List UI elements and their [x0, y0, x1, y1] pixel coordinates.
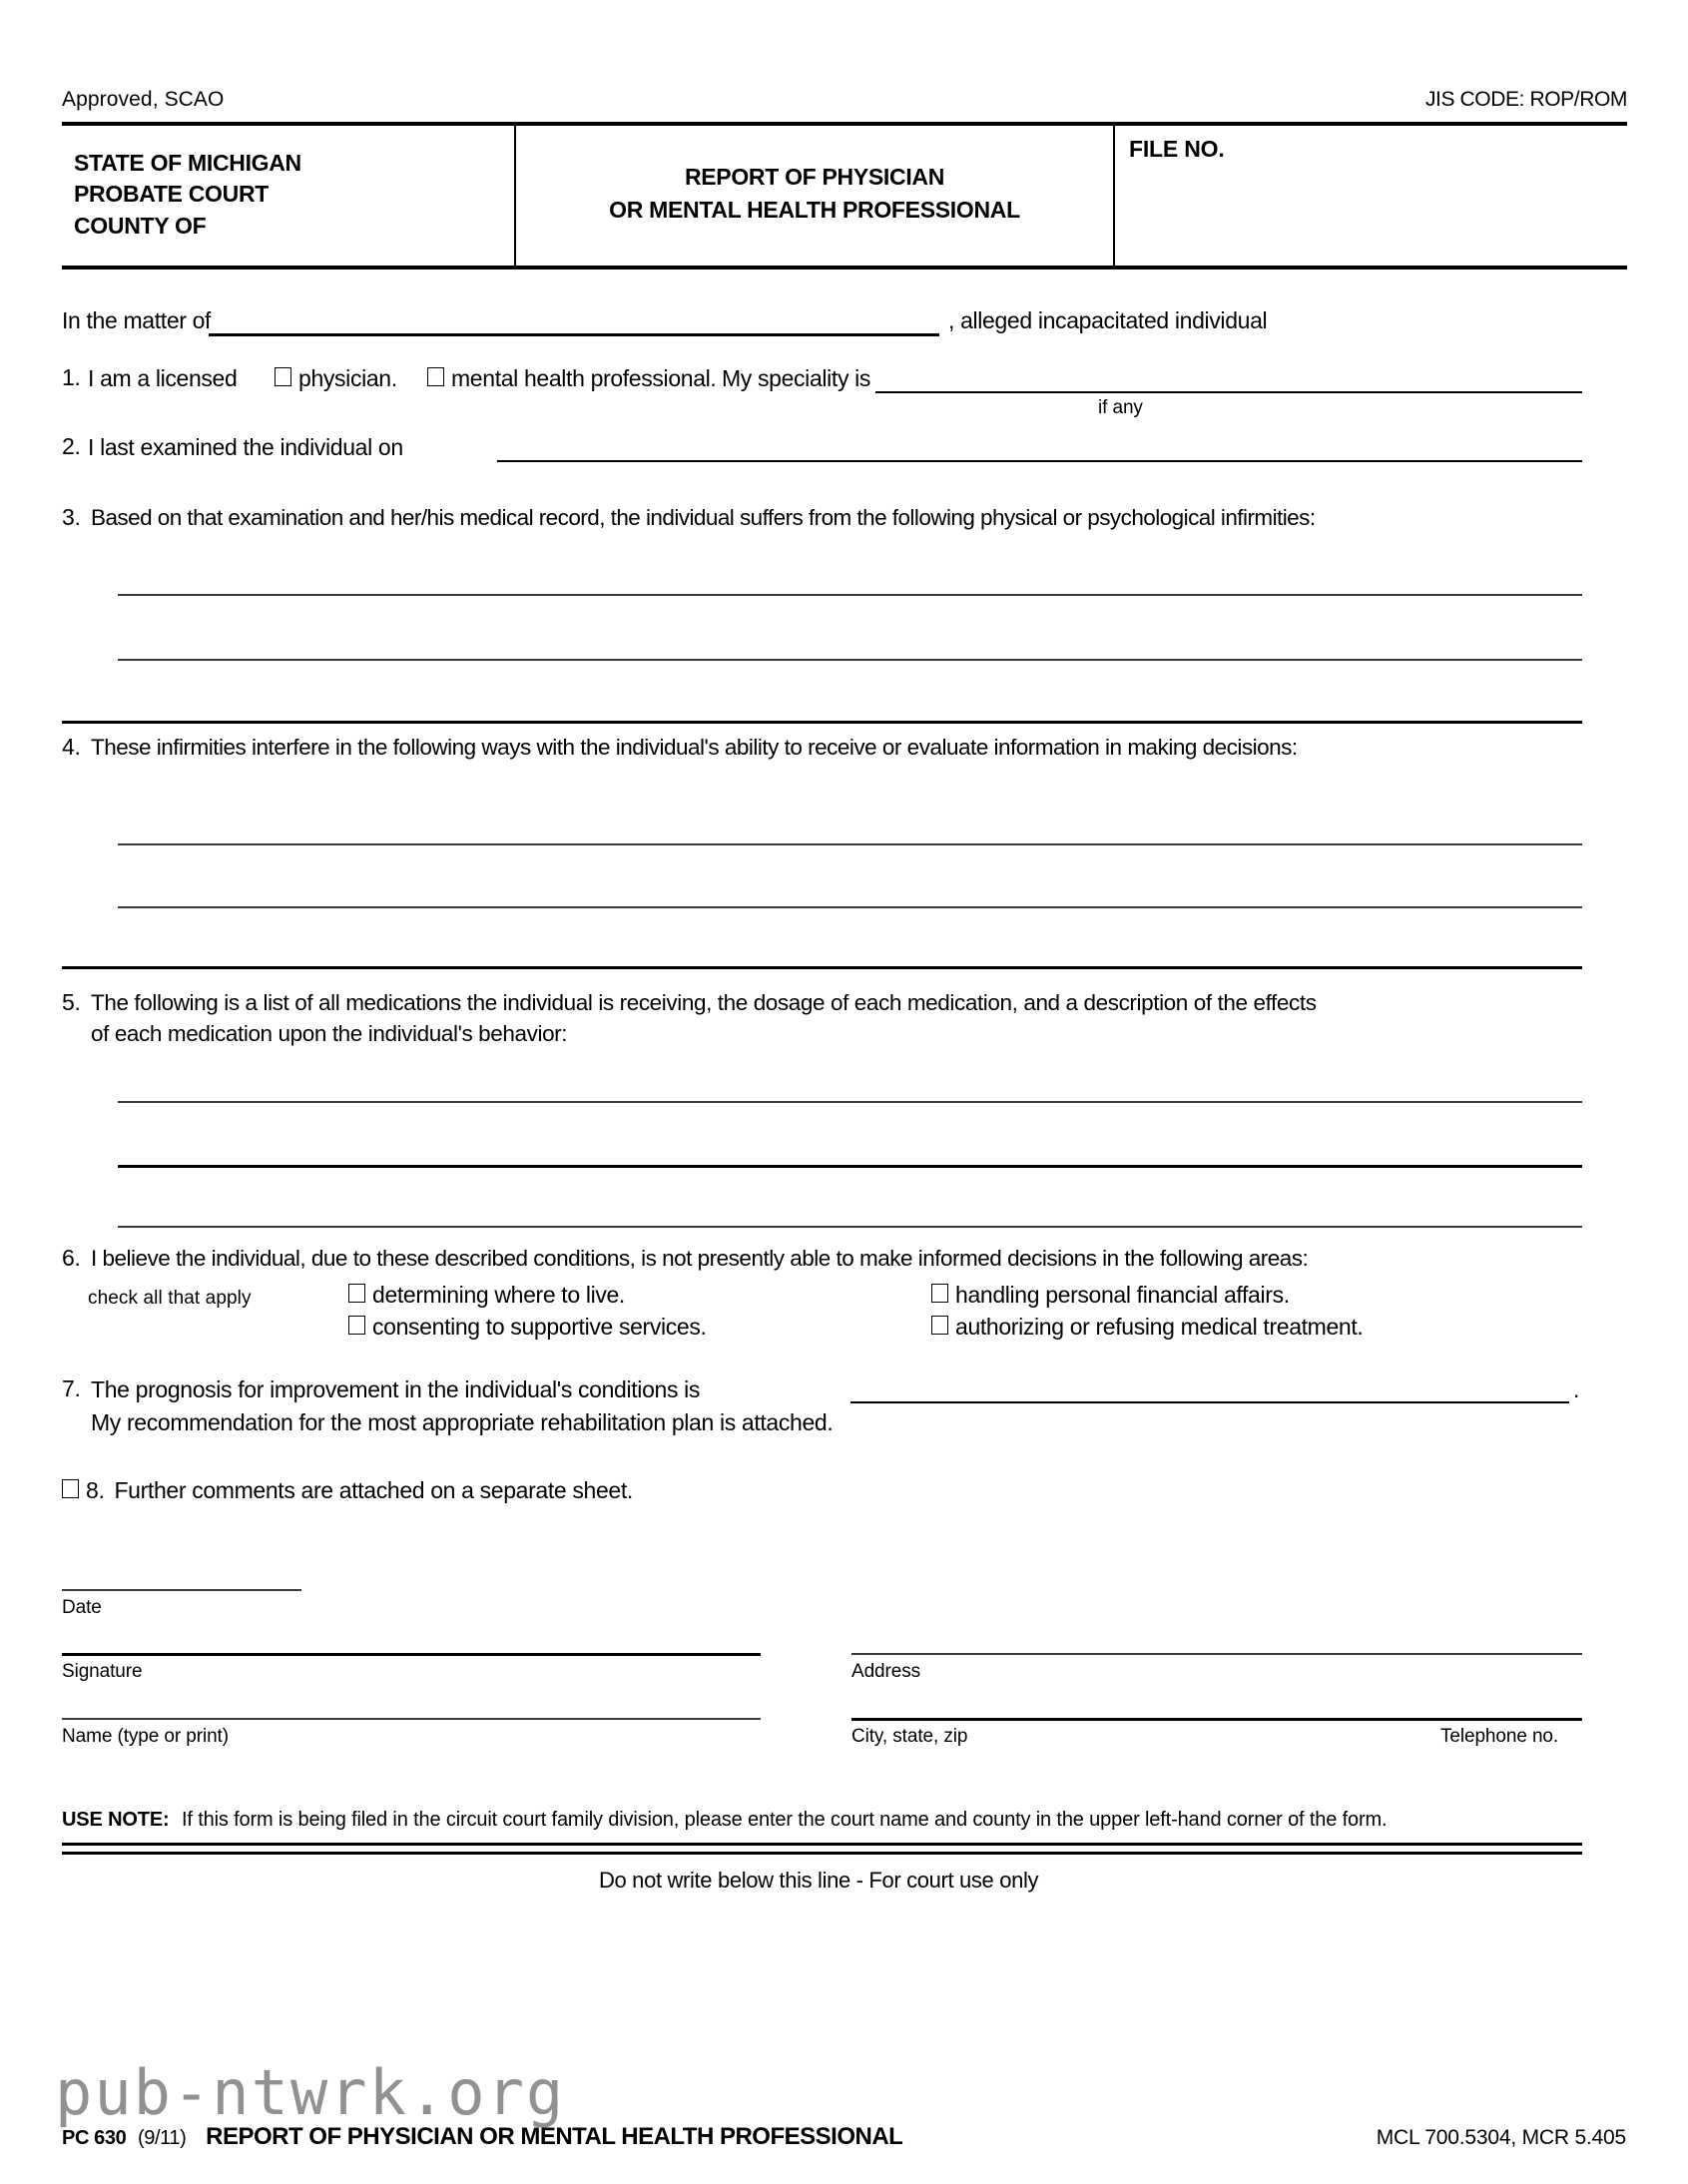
item-3-answer-line-2[interactable]	[118, 659, 1582, 661]
use-note-bold-label: USE NOTE:	[62, 1809, 170, 1831]
item-7-period: .	[1573, 1376, 1580, 1402]
item-4-answer-line-1[interactable]	[118, 843, 1582, 845]
checkbox-handling-financial-affairs[interactable]	[931, 1284, 948, 1303]
checkbox-physician[interactable]	[275, 367, 291, 386]
date-input-line[interactable]	[62, 1589, 301, 1591]
checkbox-consenting-supportive-services-label: consenting to supportive services.	[372, 1314, 707, 1340]
file-number-cell[interactable]	[1115, 126, 1627, 266]
item-7-text-line-1: The prognosis for improvement in the individual's conditions is	[91, 1376, 701, 1402]
item-4-answer-line-2[interactable]	[118, 906, 1582, 908]
item-7-number: 7.	[62, 1375, 81, 1401]
form-revision: (9/11)	[138, 2127, 187, 2149]
approved-scao-label: Approved, SCAO	[62, 88, 225, 111]
date-label: Date	[62, 1597, 102, 1618]
checkbox-mental-health-professional-label: mental health professional.	[451, 365, 717, 391]
signature-label: Signature	[62, 1661, 143, 1682]
city-state-zip-input-line[interactable]	[851, 1718, 1582, 1721]
speciality-input-line[interactable]	[875, 391, 1582, 393]
item-3-text: Based on that examination and her/his medical record, the individual suffers from the following physical or psychological infirmities:	[91, 505, 1316, 530]
footer-form-title: REPORT OF PHYSICIAN OR MENTAL HEALTH PROFESSIONAL	[206, 2123, 903, 2150]
form-header-table	[62, 122, 1627, 270]
address-label: Address	[851, 1661, 921, 1682]
checkbox-authorizing-medical-treatment-label: authorizing or refusing medical treatment.	[955, 1314, 1364, 1340]
checkbox-determining-where-to-live[interactable]	[348, 1284, 365, 1303]
item-3-number: 3.	[62, 504, 81, 530]
item-3-answer-line-3[interactable]	[62, 721, 1582, 724]
if-any-hint: if any	[1098, 397, 1143, 418]
name-label: Name (type or print)	[62, 1726, 229, 1747]
top-meta-row	[62, 88, 1627, 112]
item-8-row[interactable]	[62, 1476, 633, 1505]
check-all-that-apply-hint: check all that apply	[88, 1288, 252, 1309]
checkbox-authorizing-medical-treatment[interactable]	[931, 1316, 948, 1335]
item-5-text-line-1: The following is a list of all medications the individual is receiving, the dosage of each medication, and a description of the effects	[91, 990, 1317, 1015]
county-label: COUNTY OF	[74, 212, 207, 239]
checkbox-determining-where-to-live-row[interactable]	[348, 1281, 625, 1310]
watermark-text: pub-ntwrk.org	[55, 2056, 566, 2129]
item-2-text: I last examined the individual on	[88, 434, 403, 460]
city-state-zip-label: City, state, zip	[851, 1726, 968, 1747]
name-input-line[interactable]	[62, 1718, 761, 1720]
item-5-answer-line-1[interactable]	[118, 1101, 1582, 1103]
checkbox-consenting-supportive-services-row[interactable]	[348, 1313, 707, 1342]
item-2-number: 2.	[62, 433, 81, 459]
checkbox-mental-health-professional-row[interactable]	[427, 364, 716, 393]
item-7-text-line-2: My recommendation for the most appropriate rehabilitation plan is attached.	[91, 1409, 834, 1435]
address-input-line[interactable]	[851, 1653, 1582, 1655]
jis-code-label: JIS CODE: ROP/ROM	[1424, 88, 1627, 111]
checkbox-consenting-supportive-services[interactable]	[348, 1316, 365, 1335]
item-8-text: Further comments are attached on a separate sheet.	[114, 1477, 633, 1503]
form-number: PC 630	[62, 2127, 127, 2149]
prognosis-input-line[interactable]	[850, 1401, 1569, 1403]
item-6-number: 6.	[62, 1245, 81, 1271]
item-4-number: 4.	[62, 734, 81, 760]
item-8-number: 8.	[86, 1477, 105, 1503]
court-use-divider-bottom	[62, 1852, 1582, 1855]
last-examined-date-input-line[interactable]	[497, 460, 1582, 462]
alleged-individual-label: , alleged incapacitated individual	[948, 307, 1268, 333]
checkbox-further-comments[interactable]	[62, 1479, 79, 1498]
court-identification-cell	[62, 126, 516, 266]
file-no-label: FILE NO.	[1129, 136, 1225, 162]
item-1-lead-text: I am a licensed	[88, 365, 238, 391]
item-1-number: 1.	[62, 364, 81, 390]
in-the-matter-of-label: In the matter of	[62, 307, 212, 333]
form-title-cell	[516, 126, 1115, 266]
checkbox-physician-row[interactable]	[275, 364, 397, 393]
item-4-text: These infirmities interfere in the following ways with the individual's ability to receive or evaluate information in making decisions:	[91, 735, 1298, 760]
checkbox-handling-financial-affairs-label: handling personal financial affairs.	[955, 1282, 1290, 1308]
item-5-text-line-2: of each medication upon the individual's behavior:	[91, 1021, 568, 1046]
checkbox-handling-financial-affairs-row[interactable]	[931, 1281, 1290, 1310]
telephone-label: Telephone no.	[1440, 1726, 1559, 1747]
use-note-text: If this form is being filed in the circuit court family division, please enter the court name and county in the upper left-hand corner of the form.	[181, 1809, 1388, 1831]
court-use-only-note: Do not write below this line - For court use only	[599, 1868, 1039, 1893]
state-label: STATE OF MICHIGAN	[74, 150, 301, 176]
item-6-text: I believe the individual, due to these described conditions, is not presently able to make informed decisions in the following areas:	[91, 1246, 1309, 1271]
item-5-answer-line-3[interactable]	[118, 1226, 1582, 1228]
use-note	[62, 1809, 1387, 1832]
court-label: PROBATE COURT	[74, 181, 270, 208]
footer-citation: MCL 700.5304, MCR 5.405	[1376, 2126, 1626, 2149]
footer-left-group	[62, 2123, 902, 2151]
speciality-label: My speciality is	[722, 365, 871, 391]
item-5-answer-line-2[interactable]	[118, 1165, 1582, 1168]
matter-name-input-line[interactable]	[209, 333, 939, 336]
checkbox-authorizing-medical-treatment-row[interactable]	[931, 1313, 1363, 1342]
checkbox-determining-where-to-live-label: determining where to live.	[372, 1282, 625, 1308]
court-use-divider-top	[62, 1843, 1582, 1846]
form-title-line2: OR MENTAL HEALTH PROFESSIONAL	[609, 197, 1020, 223]
checkbox-mental-health-professional[interactable]	[427, 367, 444, 386]
checkbox-physician-label: physician.	[298, 365, 397, 391]
item-3-answer-line-1[interactable]	[118, 594, 1582, 596]
item-5-number: 5.	[62, 989, 81, 1015]
form-title-line1: REPORT OF PHYSICIAN	[684, 163, 945, 190]
signature-input-line[interactable]	[62, 1653, 761, 1656]
item-4-answer-line-3[interactable]	[62, 966, 1582, 969]
